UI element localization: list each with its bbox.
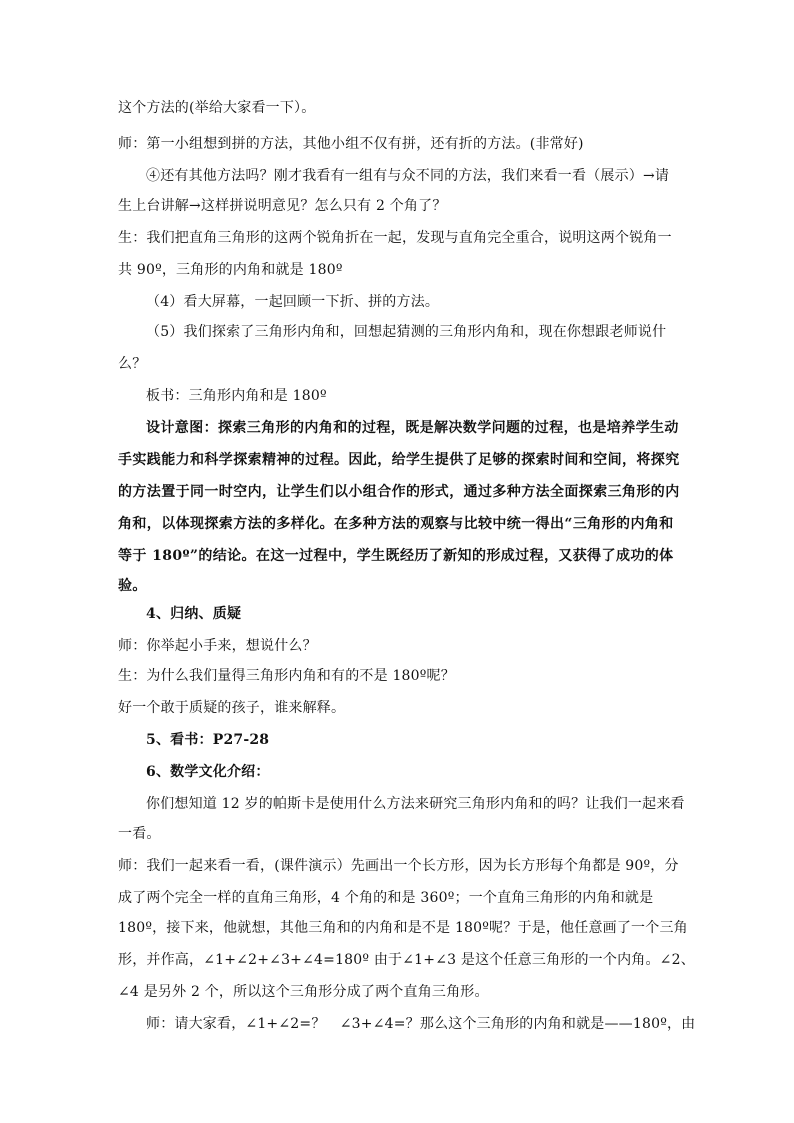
design-intent-text: 等于 180º”的结论。在这一过程中，学生既经历了新知的形成过程，又获得了成功的体 [118, 548, 674, 564]
text-line: 生上台讲解→这样拼说明意见？怎么只有 2 个角了？ [118, 198, 447, 214]
text-line: 你们想知道 12 岁的帕斯卡是使用什么方法来研究三角形内角和的吗？让我们一起来看 [146, 796, 685, 812]
text-line: （5）我们探索了三角形内角和，回想起猜测的三角形内角和，现在你想跟老师说什 [146, 324, 667, 340]
design-intent-text: 手实践能力和科学探索精神的过程。因此，给学生提供了足够的探索时间和空间，将探究 [118, 452, 680, 468]
design-intent-text: 的方法置于同一时空内，让学生们以小组合作的形式，通过多种方法全面探索三角形的内 [118, 484, 680, 500]
design-intent-text: 验。 [118, 578, 147, 594]
text-line: 这个方法的(举给大家看一下）。 [118, 100, 316, 116]
section-heading: 5、看书：P27-28 [146, 732, 270, 748]
text-line: 师：请大家看，∠1+∠2=？ ∠3+∠4=？那么这个三角形的内角和就是——180º，由 [146, 1016, 696, 1032]
section-heading: 4、归纳、质疑 [146, 606, 242, 622]
text-line: 师：第一小组想到拼的方法，其他小组不仅有拼，还有折的方法。(非常好) [118, 136, 584, 152]
text-line: 成了两个完全一样的直角三角形，4 个角的和是 360º；一个直角三角形的内角和就是 [118, 890, 654, 906]
design-intent-text: 设计意图：探索三角形的内角和的过程，既是解决数学问题的过程，也是培养学生动 [146, 420, 679, 436]
text-line: 好一个敢于质疑的孩子，谁来解释。 [118, 700, 346, 716]
design-intent-text: 角和，以体现探索方法的多样化。在多种方法的观察与比较中统一得出“三角形的内角和 [118, 516, 674, 532]
text-line: 师：我们一起来看一看，(课件演示）先画出一个长方形，因为长方形每个角都是 90º，分 [118, 858, 679, 874]
text-line: 板书：三角形内角和是 180º [146, 388, 327, 404]
text-line: ∠4 是另外 2 个，所以这个三角形分成了两个直角三角形。 [118, 984, 489, 1000]
text-line: 生：我们把直角三角形的这两个锐角折在一起，发现与直角完全重合，说明这两个锐角一 [118, 230, 672, 246]
text-line: （4）看大屏幕，一起回顾一下折、拼的方法。 [146, 294, 440, 310]
text-line: 180º，接下来，他就想，其他三角和的内角和是不是 180º呢？于是，他任意画了一个三角 [118, 920, 688, 936]
text-line: 师：你举起小手来，想说什么？ [118, 638, 317, 654]
section-heading: 6、数学文化介绍： [146, 764, 270, 780]
text-line: ④还有其他方法吗？刚才我看有一组有与众不同的方法，我们来看一看（展示）→请 [146, 168, 670, 184]
text-line: 形，并作高，∠1+∠2+∠3+∠4=180º 由于∠1+∠3 是这个任意三角形的一个内角。∠2、 [118, 952, 695, 968]
text-line: 么？ [118, 356, 147, 372]
text-line: 生：为什么我们量得三角形内角和有的不是 180º呢？ [118, 668, 455, 684]
text-line: 一看。 [118, 826, 161, 842]
text-line: 共 90º，三角形的内角和就是 180º [118, 262, 343, 278]
